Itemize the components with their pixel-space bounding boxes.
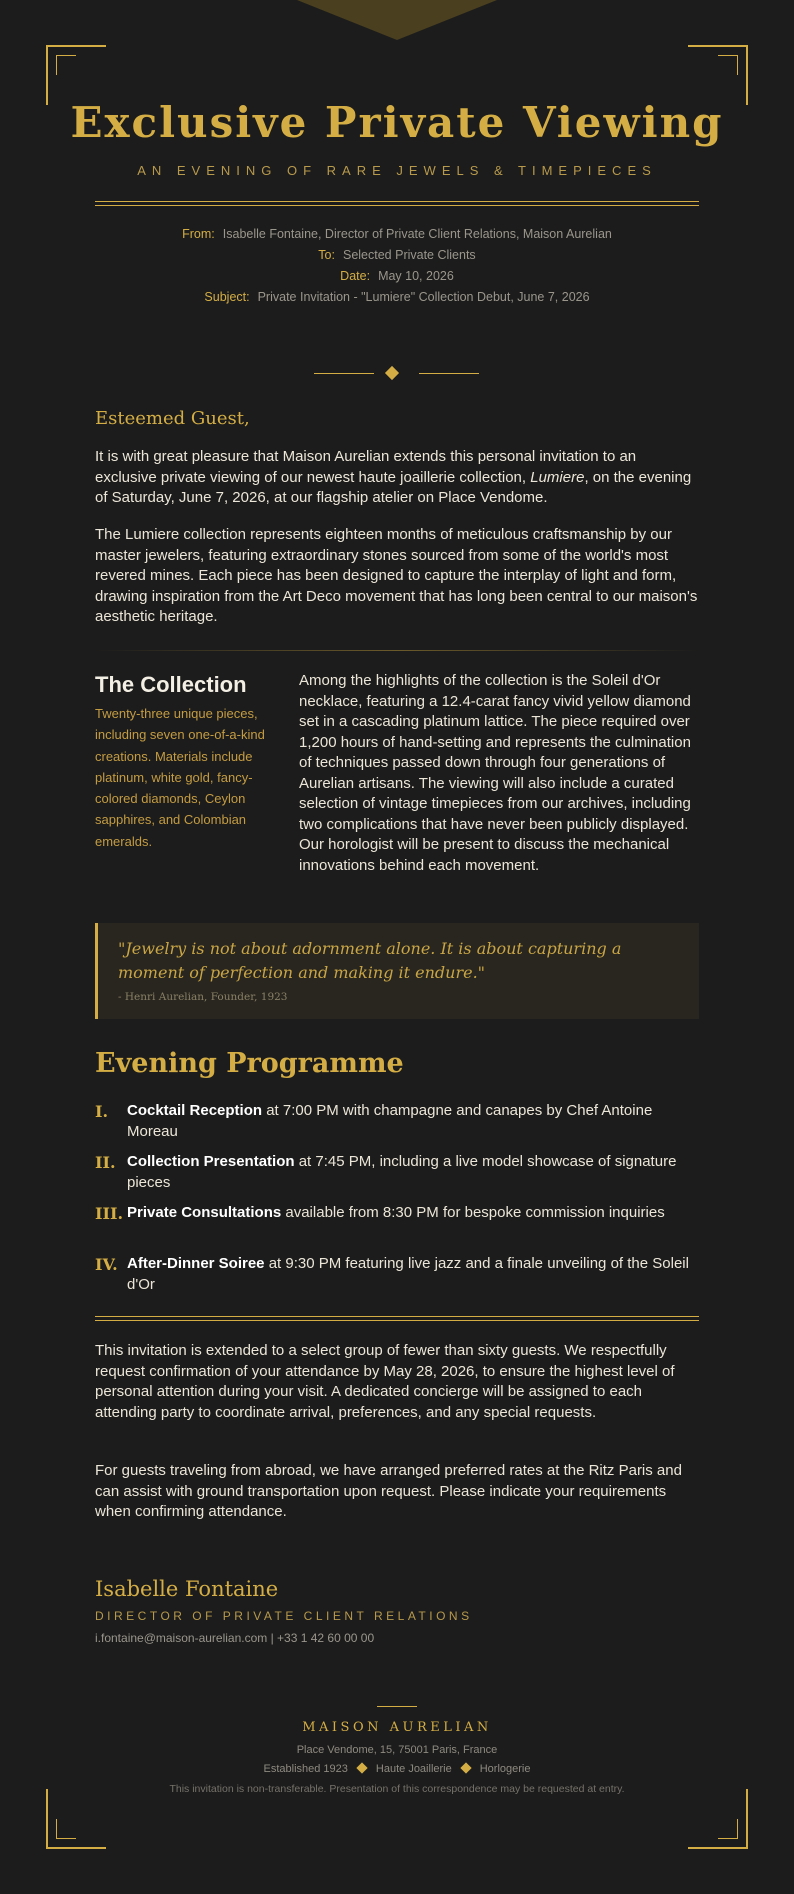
rsvp-paragraph: This invitation is extended to a select group of fewer than sixty guests. We respectfully request confirmation of your attendance by May 28, 2026, to ensure the highest level of personal attention during your visit. A dedicated concierge will be assigned to each attending party to coordinate arrival, preferences, and any special requests.: [95, 1342, 675, 1421]
footer-divider: [377, 1706, 417, 1707]
programme-item-number: IV.: [95, 1255, 118, 1274]
collection-heading: The Collection: [95, 672, 247, 697]
programme-item-text: [127, 1254, 699, 1295]
programme-divider: [95, 1316, 699, 1321]
intro-paragraph: [95, 447, 699, 509]
meta-subject-value: Private Invitation - "Lumiere" Collection Debut, June 7, 2026: [257, 290, 590, 304]
meta-subject: [0, 290, 794, 304]
programme-item-detail: at 7:00 PM with champagne and canapes by Chef Antoine Moreau: [127, 1102, 653, 1140]
header-divider: [95, 201, 699, 206]
programme-item-text: [127, 1152, 699, 1193]
meta-subject-label: Subject:: [204, 290, 250, 304]
programme-item-text: [127, 1101, 699, 1142]
signature-contact: i.fontaine@maison-aurelian.com | +33 1 42 60 00 00: [95, 1631, 375, 1645]
programme-item-number: II.: [95, 1153, 116, 1172]
meta-to: [0, 248, 794, 262]
frame-corner-inner-top-left: [56, 55, 76, 75]
programme-item-title: Private Consultations: [127, 1204, 282, 1221]
frame-corner-top-left: [46, 45, 106, 105]
meta-date: [0, 269, 794, 283]
programme-item-detail: available from 8:30 PM for bespoke commission inquiries: [281, 1204, 665, 1221]
quote-text: "Jewelry is not about adornment alone. It is about capturing a moment of perfection and making it endure.": [118, 939, 622, 982]
programme-item-text: [127, 1203, 699, 1224]
footer-tag-joaillerie: Haute Joaillerie: [375, 1763, 452, 1775]
divider-line-right: [419, 373, 479, 374]
programme-item-number: I.: [95, 1102, 109, 1121]
intro-text-start: It is with great pleasure that Maison Aurelian extends this personal invitation to an exclusive private viewing of our newest haute joaillerie collection,: [95, 448, 637, 486]
founder-quote: [95, 923, 699, 1019]
footer-brand: MAISON AURELIAN: [302, 1720, 492, 1735]
meta-date-value: May 10, 2026: [378, 269, 454, 283]
programme-item-detail: at 7:45 PM, including a live model showcase of signature pieces: [127, 1153, 677, 1191]
diamond-separator-icon: [356, 1762, 367, 1773]
collection-description: Among the highlights of the collection is the Soleil d'Or necklace, featuring a 12.4-carat fancy vivid yellow diamond set in a cascading platinum lattice. The piece required over 1,200 hours of hand-setting and represents the culmination of techniques passed down through four generations of Aurelian artisans. The viewing will also include a curated selection of vintage timepieces from our archives, including two complications that have never been publicly displayed. Our horologist will be present to discuss the mechanical innovations behind each movement.: [299, 672, 691, 874]
travel-paragraph: For guests traveling from abroad, we have arranged preferred rates at the Ritz Paris and can assist with ground transportation upon request. Please indicate your requirements when confirming attendance.: [95, 1462, 682, 1520]
collection-name: Lumiere: [530, 468, 585, 486]
top-ornament: [297, 0, 497, 40]
meta-from-label: From:: [182, 227, 215, 241]
page-subtitle: AN EVENING OF RARE JEWELS & TIMEPIECES: [137, 163, 657, 178]
frame-corner-inner-bottom-left: [56, 1819, 76, 1839]
page-title: Exclusive Private Viewing: [70, 98, 724, 147]
programme-item-detail: at 9:30 PM featuring live jazz and a finale unveiling of the Soleil d'Or: [127, 1255, 689, 1293]
programme-item-title: After-Dinner Soiree: [127, 1255, 265, 1272]
programme-item-title: Collection Presentation: [127, 1153, 295, 1170]
frame-corner-top-right: [688, 45, 748, 105]
meta-date-label: Date:: [340, 269, 371, 283]
footer-tag-horlogerie: Horlogerie: [479, 1763, 531, 1775]
salutation: Esteemed Guest,: [95, 408, 250, 429]
footer-address: Place Vendome, 15, 75001 Paris, France: [296, 1744, 498, 1756]
signature-title: DIRECTOR OF PRIVATE CLIENT RELATIONS: [95, 1609, 473, 1623]
diamond-separator-icon: [460, 1762, 471, 1773]
footer-note: This invitation is non-transferable. Presentation of this correspondence may be requested at entry.: [169, 1783, 625, 1795]
signature-name: Isabelle Fontaine: [95, 1577, 279, 1601]
frame-corner-inner-top-right: [718, 55, 738, 75]
footer-tag-established: Established 1923: [263, 1763, 348, 1775]
meta-from: [0, 227, 794, 241]
diamond-icon: [385, 366, 399, 380]
divider-line-left: [314, 373, 374, 374]
meta-to-value: Selected Private Clients: [342, 248, 476, 262]
section-divider: [95, 650, 699, 651]
meta-from-value: Isabelle Fontaine, Director of Private Client Relations, Maison Aurelian: [222, 227, 612, 241]
programme-item-title: Cocktail Reception: [127, 1102, 263, 1119]
programme-heading: Evening Programme: [95, 1048, 404, 1079]
frame-corner-bottom-left: [46, 1789, 106, 1849]
collection-sidebar: Twenty-three unique pieces, including seven one-of-a-kind creations. Materials include platinum, white gold, fancy-colored diamonds, Ceylon sapphires, and Colombian emeralds.: [95, 706, 265, 849]
meta-to-label: To:: [318, 248, 335, 262]
collection-paragraph: The Lumiere collection represents eighteen months of meticulous craftsmanship by our master jewelers, featuring extraordinary stones sourced from some of the world's most revered mines. Each piece has been designed to capture the interplay of light and form, drawing inspiration from the Art Deco movement that has long been central to our maison's aesthetic heritage.: [95, 526, 698, 625]
intro-text-end: , on the evening of Saturday, June 7, 2026, at our flagship atelier on Place Vendome.: [95, 468, 692, 506]
frame-corner-inner-bottom-right: [718, 1819, 738, 1839]
quote-attribution: - Henri Aurelian, Founder, 1923: [118, 991, 288, 1003]
programme-item-number: III.: [95, 1204, 124, 1223]
footer-tags: [0, 1763, 794, 1775]
